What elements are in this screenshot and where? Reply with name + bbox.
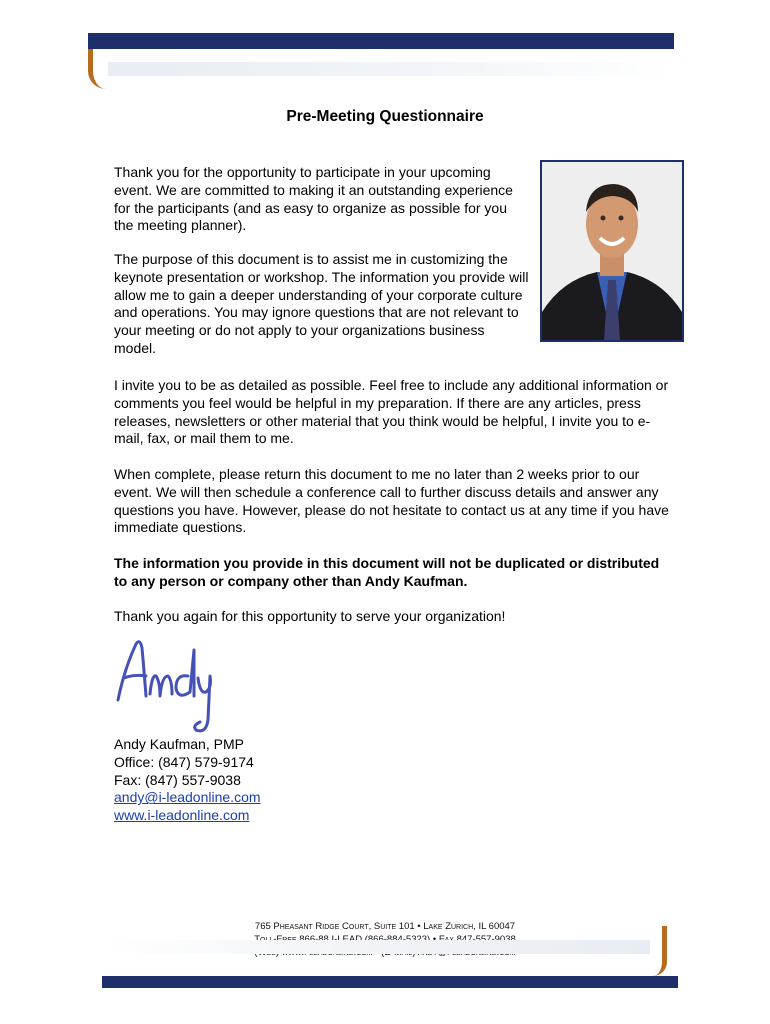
portrait-image — [542, 162, 682, 340]
footer-fade-band — [102, 940, 650, 954]
footer-navy-bar — [102, 976, 678, 988]
email-link[interactable]: andy@i-leadonline.com — [114, 789, 261, 806]
confidentiality-notice: The information you provide in this document will not be duplicated or distributed to any person or company other than Andy Kaufman. — [114, 555, 660, 589]
contact-office-phone: Office: (847) 579-9174 — [114, 753, 254, 770]
handwritten-signature — [110, 630, 220, 740]
intro-paragraph: Thank you for the opportunity to participate in your upcoming event. We are committed to making it an outstanding experience for the participants (and as easy to organize as possible for you the meeting planner). — [114, 164, 513, 234]
page-title: Pre-Meeting Questionnaire — [286, 108, 484, 125]
header-navy-bar — [88, 33, 674, 49]
return-paragraph: When complete, please return this document to me no later than 2 weeks prior to our event. We will then schedule a conference call to further discuss details and answer any questions you have. However, please do not hesitate to contact us at any time if you have immediate questions. — [114, 466, 669, 536]
footer-line-address: 765 Pheasant Ridge Court, Suite 101 • Lake Zurich, IL 60047 — [254, 921, 516, 932]
closing-paragraph: Thank you again for this opportunity to serve your organization! — [114, 608, 506, 624]
purpose-paragraph: The purpose of this document is to assist me in customizing the keynote presentation or workshop. The information you provide will allow me to gain a deeper understanding of your corporate culture and operations. You may ignore questions that are not relevant to your meeting or do not apply to your organizations business model. — [114, 251, 529, 356]
header-fade-band — [108, 62, 674, 76]
footer-swoosh — [650, 926, 667, 976]
author-photo — [540, 160, 684, 342]
detail-paragraph: I invite you to be as detailed as possible. Feel free to include any additional information or comments you feel would be helpful in my preparation. If there are any articles, press releases, newsletters or other material that you think would be helpful, I invite you to e-mail, fax, or mail them to me. — [114, 377, 669, 447]
contact-block — [114, 736, 261, 825]
website-link[interactable]: www.i-leadonline.com — [114, 807, 250, 824]
contact-fax: Fax: (847) 557-9038 — [114, 771, 241, 788]
contact-name: Andy Kaufman, PMP — [114, 736, 244, 752]
